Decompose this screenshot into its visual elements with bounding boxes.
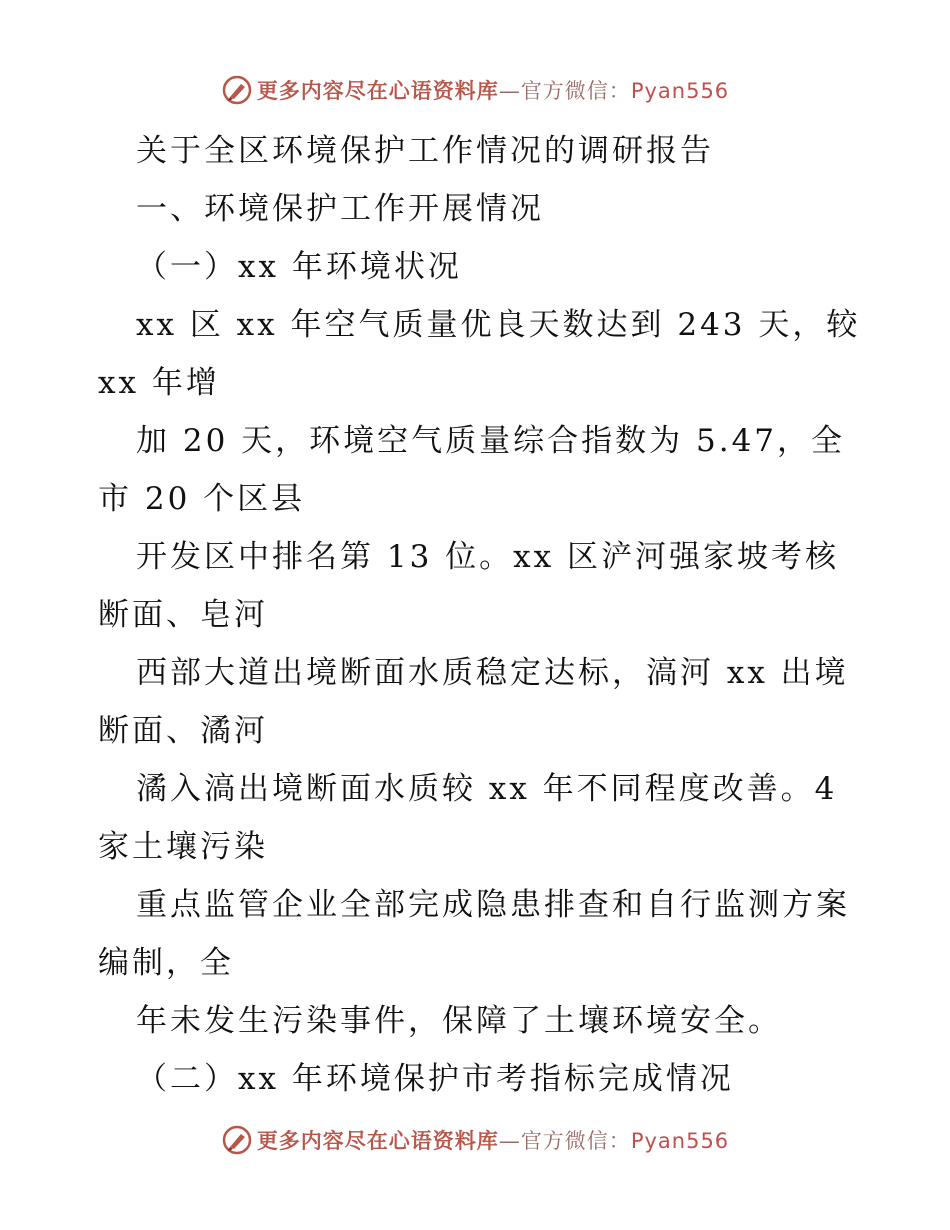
paragraph-line: 市 20 个区县	[98, 481, 306, 517]
paragraph-line: xx 年增	[98, 365, 220, 401]
paragraph-line: 西部大道出境断面水质稳定达标，滈河 xx 出境	[136, 655, 849, 691]
footer-watermark-banner	[0, 1122, 950, 1158]
document-body	[98, 122, 861, 1108]
paragraph-line: 家土壤污染	[98, 829, 268, 865]
header-watermark-banner	[0, 72, 950, 108]
banner-text-main: 更多内容尽在心语资料库	[256, 1129, 499, 1153]
banner-text-sep: —官方微信：	[498, 1129, 631, 1153]
paragraph-line: 断面、潏河	[98, 713, 268, 749]
pen-nib-icon	[221, 74, 253, 106]
banner-text-sep: —官方微信：	[498, 79, 631, 103]
paragraph-line: 重点监管企业全部完成隐患排查和自行监测方案	[136, 887, 850, 923]
paragraph-line: xx 区 xx 年空气质量优良天数达到 243 天，较	[136, 307, 861, 343]
banner-text-main: 更多内容尽在心语资料库	[256, 79, 499, 103]
subsection-heading-2: （二）xx 年环境保护市考指标完成情况	[136, 1061, 734, 1097]
paragraph-line: 潏入滈出境断面水质较 xx 年不同程度改善。4	[136, 771, 838, 807]
paragraph-line: 编制，全	[98, 945, 234, 981]
banner-wechat-id: Pyan556	[630, 1129, 730, 1153]
doc-title: 关于全区环境保护工作情况的调研报告	[136, 133, 714, 169]
banner-wechat-id: Pyan556	[630, 79, 730, 103]
paragraph-line: 年未发生污染事件，保障了土壤环境安全。	[136, 1003, 782, 1039]
section-heading-1: 一、环境保护工作开展情况	[136, 191, 544, 227]
pen-nib-icon	[221, 1124, 253, 1156]
paragraph-line: 开发区中排名第 13 位。xx 区浐河强家坡考核	[136, 539, 839, 575]
paragraph-line: 断面、皂河	[98, 597, 268, 633]
subsection-heading-1: （一）xx 年环境状况	[136, 249, 462, 285]
paragraph-line: 加 20 天，环境空气质量综合指数为 5.47，全	[136, 423, 846, 459]
